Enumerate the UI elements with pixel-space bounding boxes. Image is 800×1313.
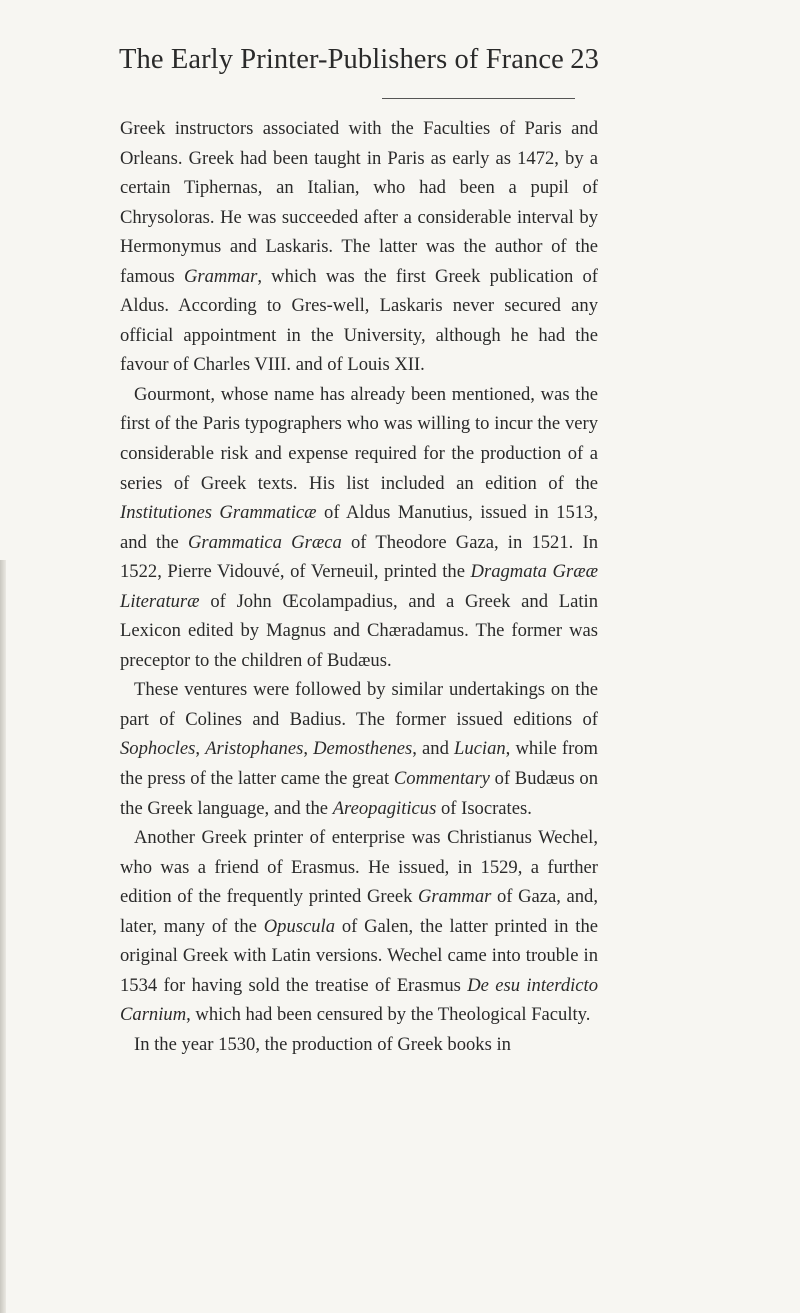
book-title: Demosthenes (313, 738, 413, 760)
book-title: Dragmata Grææ Literaturæ (120, 561, 598, 612)
book-title: Institutiones Grammaticæ (120, 502, 317, 524)
book-title: Grammar (418, 886, 492, 908)
book-title: Commentary (393, 768, 490, 790)
running-title: The Early Printer-Publishers of France (119, 44, 564, 75)
book-title: Grammatica Græca (187, 531, 342, 553)
book-title: De esu interdicto Carnium (120, 974, 598, 1026)
book-title: Grammar (183, 265, 258, 287)
book-title: Sophocles (120, 738, 196, 760)
book-title: Aristophanes (205, 738, 304, 760)
book-title: Opuscula (263, 915, 335, 937)
paragraph-2: Gourmont, whose name has already been mentioned, was the first of the Paris typographers who was willing to incur the very considerable risk and expense required for the production of a series of Greek texts. His list included an edition of the Institutiones Grammaticæ of Aldus Manutius, issued in 1513, and the Grammatica Græca of Theodore Gaza, in 1521. In 1522, Pierre Vidouvé, of Verneuil, printed the Dragmata Grææ Literaturæ of John Œcolampadius, and a Greek and Latin Lexicon edited by Magnus and Chæradamus. The former was preceptor to the children of Budæus. (120, 383, 599, 671)
book-title: Areopagiticus (332, 797, 437, 819)
paragraph-4: Another Greek printer of enterprise was Christianus Wechel, who was a friend of Erasmus. He issued, in 1529, a further edition of the frequently printed Greek Grammar of Gaza, and, later, many of the Opuscula of Galen, the latter printed in the original Greek with Latin versions. Wechel came into trouble in 1534 for having sold the treatise of Erasmus De esu interdicto Carnium, which had been censured by the Theological Faculty. (120, 827, 599, 1026)
header-rule (382, 98, 575, 99)
page-number: 23 (570, 44, 599, 75)
body-text (120, 114, 598, 1060)
paragraph-1: Greek instructors associated with the Faculties of Paris and Orleans. Greek had been taught in Paris as early as 1472, by a certain Tiphernas, an Italian, who had been a pupil of Chrysoloras. He was succeeded after a considerable interval by Hermonymus and Laskaris. The latter was the author of the famous Grammar, which was the first Greek publication of Aldus. According to Gres-well, Laskaris never secured any official appointment in the University, although he had the favour of Charles VIII. and of Louis XII. (120, 118, 598, 376)
paragraph-3: These ventures were followed by similar undertakings on the part of Colines and Badius. The former issued editions of Sophocles, Aristophanes, Demosthenes, and Lucian, while from the press of the latter came the great Commentary of Budæus on the Greek language, and the Areopagiticus of Isocrates. (120, 679, 599, 819)
page-edge-shadow (0, 560, 6, 1313)
paragraph-5: In the year 1530, the production of Greek books in (134, 1033, 511, 1055)
book-title: Lucian (454, 738, 506, 760)
running-header (119, 44, 599, 76)
